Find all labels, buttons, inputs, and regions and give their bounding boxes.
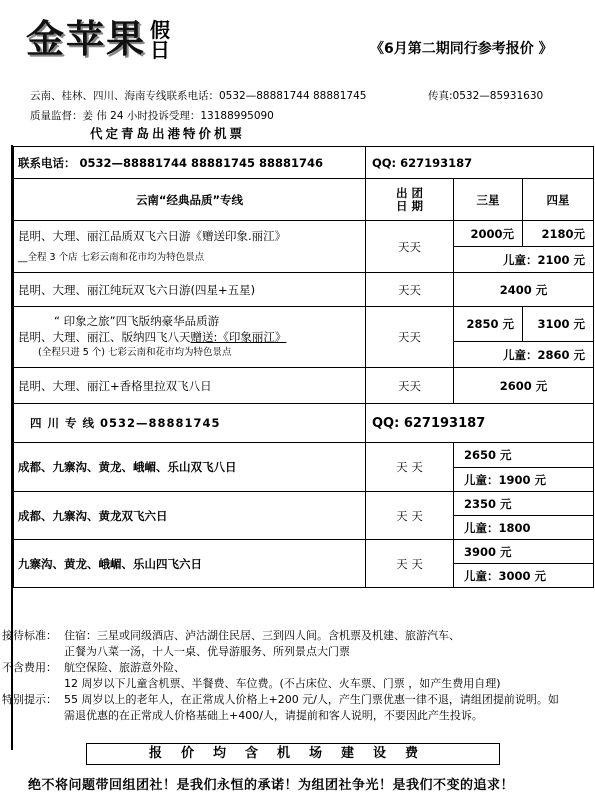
logo-tag-top: 假 <box>150 18 171 42</box>
route-name: 昆明、大理、丽江纯玩双飞六日游(四星+五星) <box>14 273 366 307</box>
contact-phone-line: 云南、桂林、四川、海南专线联系电话：0532—88881744 88881745 <box>30 90 367 102</box>
price-four-star: 2180元 <box>523 221 594 247</box>
brand-logo <box>26 14 170 60</box>
price-adult: 2350 元 <box>454 492 594 516</box>
price-adult: 2650 元 <box>454 443 594 468</box>
note-value: 航空保险、旅游意外险、 <box>64 661 185 674</box>
contact-phones: 联系电话： 0532—88881744 88881745 88881746 <box>14 147 366 179</box>
quality-supervision-line: 质量监督：姜 伟 24 小时投诉受理：13188995090 <box>30 110 274 122</box>
depart-date: 天天 <box>366 273 454 307</box>
note-key: 不含费用： <box>2 661 57 674</box>
route-note: (全程只进 5 个) 七彩云南和花市均为特色景点 <box>38 347 232 358</box>
depart-date: 天天 <box>366 221 454 273</box>
price-child: 儿童：2860 元 <box>454 342 594 368</box>
table-row <box>14 492 594 516</box>
route-name: 成都、九寨沟、黄龙、峨嵋、乐山双飞八日 <box>14 443 366 492</box>
ticket-service-line: 代定青岛出港特价机票 <box>90 126 246 141</box>
price-four-star: 3100 元 <box>523 307 594 342</box>
table-row <box>14 540 594 564</box>
sichuan-section-title: 四 川 专 线 0532—88881745 <box>14 404 366 443</box>
route-gift: 赠送:《印象丽江》 <box>190 330 287 344</box>
note-value: 需退优惠的在正常成人价格基础上+400/人，请提前和客人说明，不要因此产生投诉。 <box>64 709 483 722</box>
table-row <box>14 307 594 342</box>
logo-tag <box>150 20 170 60</box>
route-name: 成都、九寨沟、黄龙双飞六日 <box>14 492 366 540</box>
note-value: 正餐为八菜一汤，十人一桌、优导游服务、所列景点大门票 <box>64 645 350 658</box>
yunnan-header-row <box>14 179 594 221</box>
airport-fee-banner: 报价均含机场建设费 <box>86 743 500 765</box>
excluded-fees <box>2 660 559 676</box>
note-key: 接待标准： <box>2 629 57 642</box>
issue-headline: 《6月第二期同行参考报价 》 <box>370 41 553 57</box>
route-name: 昆明、大理、丽江、版纳四飞八天 <box>18 330 191 344</box>
route-cell <box>14 221 366 273</box>
table-row <box>14 221 594 247</box>
route-name-line <box>18 329 365 345</box>
table-row <box>14 368 594 404</box>
route-name: 昆明、大理、丽江+香格里拉双飞八日 <box>14 368 366 404</box>
route-name: 九寨沟、黄龙、峨嵋、乐山四飞六日 <box>14 540 366 588</box>
table-row <box>14 273 594 307</box>
qq-number: QQ: 627193187 <box>366 147 594 179</box>
note-value: 12 周岁以下儿童含机票、半餐费、车位费。(不占床位、火车票、门票 ，如产生费用自理) <box>64 677 501 690</box>
route-cell <box>14 307 366 368</box>
price-adult: 3900 元 <box>454 540 594 564</box>
depart-date: 天 天 <box>366 492 454 540</box>
fax-line: 传真:0532—85931630 <box>428 90 544 102</box>
note-value: 55 周岁以上的老年人，在正常成人价格上+200 元/人，产生门票优惠一律不退，请组团提前说明。如 <box>64 693 559 706</box>
price-three-star: 2000元 <box>454 221 523 247</box>
sichuan-qq: QQ: 627193187 <box>366 404 594 443</box>
route-note: __全程 3 个店 七彩云南和花市均为特色景点 <box>18 251 205 263</box>
col-three-star: 三星 <box>454 179 523 221</box>
contact-row <box>14 147 594 179</box>
special-notice <box>2 692 559 708</box>
note-key: 特别提示： <box>2 693 57 706</box>
reception-standard <box>2 628 559 644</box>
logo-tag-bottom: 日 <box>150 38 171 62</box>
slogan: 绝不将问题带回组团社！是我们永恒的承诺！为组团社争光！是我们不变的追求！ <box>28 778 515 793</box>
route-name: 昆明、大理、丽江品质双飞六日游《赠送印象.丽江》 <box>18 228 287 243</box>
price-child: 儿童：2100 元 <box>454 247 594 273</box>
depart-date: 天 天 <box>366 540 454 588</box>
col-depart-date: 出 团 日 期 <box>366 179 454 221</box>
table-row <box>14 443 594 468</box>
depart-date: 天天 <box>366 368 454 404</box>
yunnan-section-title: 云南“经典品质”专线 <box>14 179 366 221</box>
note-value: 住宿：三星或同级酒店、泸沽湖住民居、三到四人间。含机票及机建、旅游汽车、 <box>64 629 460 642</box>
sichuan-header-row <box>14 404 594 443</box>
route-theme: “ 印象之旅”四飞版纳豪华品质游 <box>54 314 220 328</box>
col-four-star: 四星 <box>523 179 594 221</box>
depart-date: 天天 <box>366 307 454 368</box>
price-table <box>13 146 594 588</box>
price-child: 儿童：1800 <box>454 516 594 540</box>
price-three-star: 2850 元 <box>454 307 523 342</box>
price-adult: 2600 元 <box>454 368 594 404</box>
depart-date: 天 天 <box>366 443 454 492</box>
terms-notes <box>2 628 559 724</box>
logo-text: 金苹果 <box>26 16 147 61</box>
price-child: 儿童：3000 元 <box>454 564 594 588</box>
price-adult: 2400 元 <box>454 273 594 307</box>
price-child: 儿童：1900 元 <box>454 468 594 492</box>
